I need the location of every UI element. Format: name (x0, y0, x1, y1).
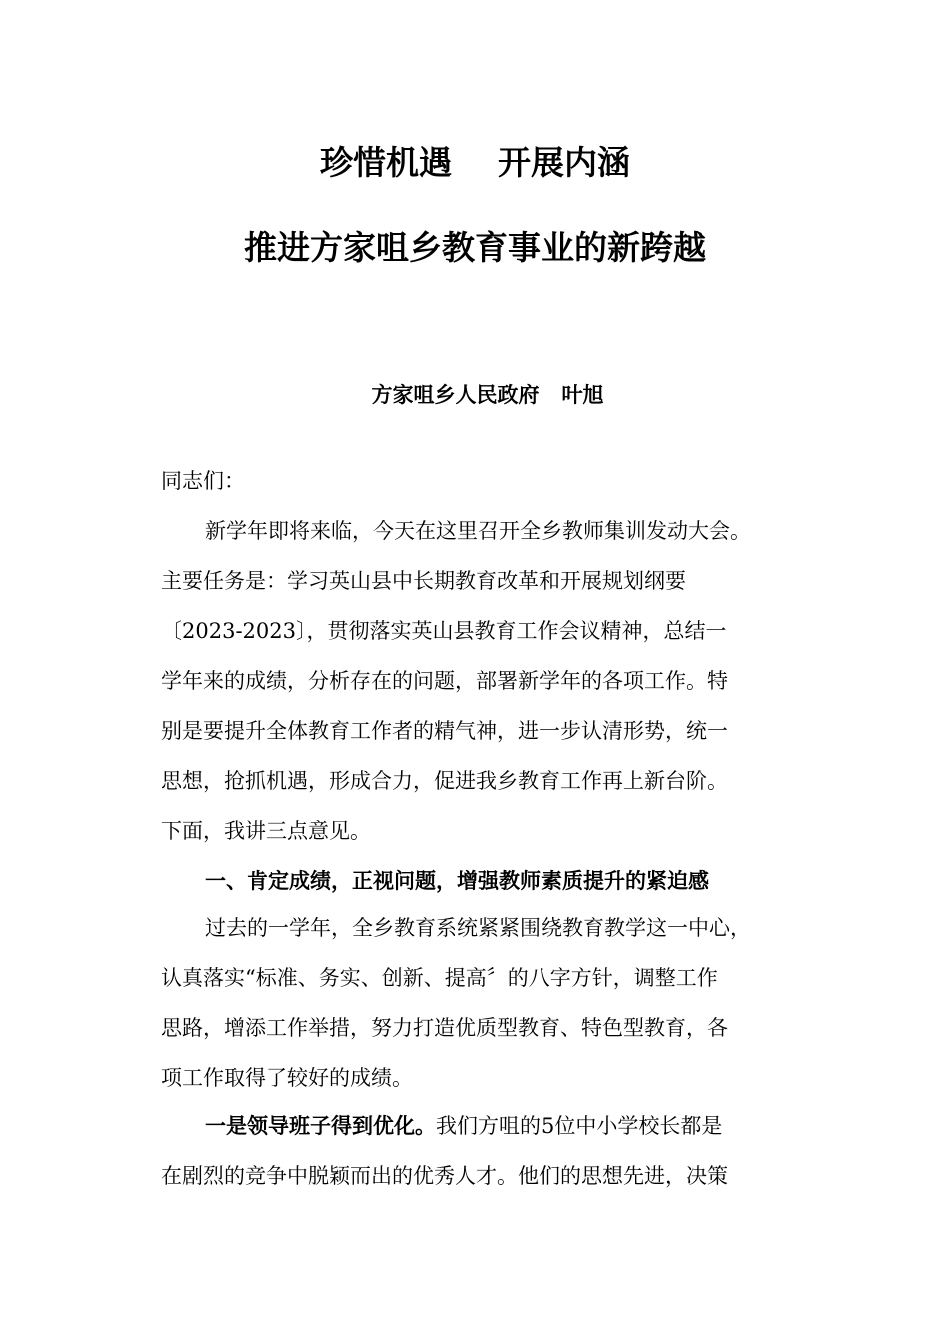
paragraph-leadership (161, 1101, 841, 1201)
paragraph-line: 下面，我讲三点意见。 (161, 819, 371, 843)
paragraph-line: 项工作取得了较好的成绩。 (161, 1066, 413, 1090)
paragraph-achievements (161, 903, 841, 1103)
paragraph-line: 〔2023-2023〕，贯彻落实英山县教育工作会议精神，总结一 (161, 619, 727, 643)
paragraph-line: 新学年即将来临，今天在这里召开全乡教师集训发动大会。 (205, 519, 751, 543)
paragraph-line-rest: 我们方咀的5位中小学校长都是 (436, 1114, 723, 1138)
document-title-line-1: 珍惜机遇 开展内涵 (320, 143, 630, 182)
author-byline: 方家咀乡人民政府 叶旭 (371, 382, 604, 407)
section-heading-text: 一、肯定成绩，正视问题，增强教师素质提升的紧迫感 (205, 868, 709, 893)
paragraph-line: 认真落实“标准、务实、创新、提高〞的八字方针，调整工作 (161, 966, 718, 990)
paragraph-line: 在剧烈的竞争中脱颖而出的优秀人才。他们的思想先进，决策 (161, 1164, 728, 1188)
salutation (161, 456, 841, 506)
salutation-text: 同志们： (161, 469, 245, 493)
paragraph-intro (161, 506, 841, 856)
paragraph-line: 别是要提升全体教育工作者的精气神，进一步认清形势，统一 (161, 719, 728, 743)
document-title-line-2: 推进方家咀乡教育事业的新跨越 (244, 228, 706, 267)
paragraph-line: 思想，抢抓机遇，形成合力，促进我乡教育工作再上新台阶。 (161, 769, 728, 793)
paragraph-line (161, 1101, 841, 1151)
section-heading-1 (161, 856, 841, 906)
paragraph-lead-phrase: 一是领导班子得到优化。 (205, 1113, 436, 1138)
paragraph-line: 学年来的成绩，分析存在的问题，部署新学年的各项工作。特 (161, 669, 728, 693)
paragraph-line: 思路，增添工作举措，努力打造优质型教育、特色型教育，各 (161, 1016, 728, 1040)
paragraph-line: 主要任务是：学习英山县中长期教育改革和开展规划纲要 (161, 569, 686, 593)
paragraph-line: 过去的一学年，全乡教育系统紧紧围绕教育教学这一中心， (205, 916, 751, 940)
